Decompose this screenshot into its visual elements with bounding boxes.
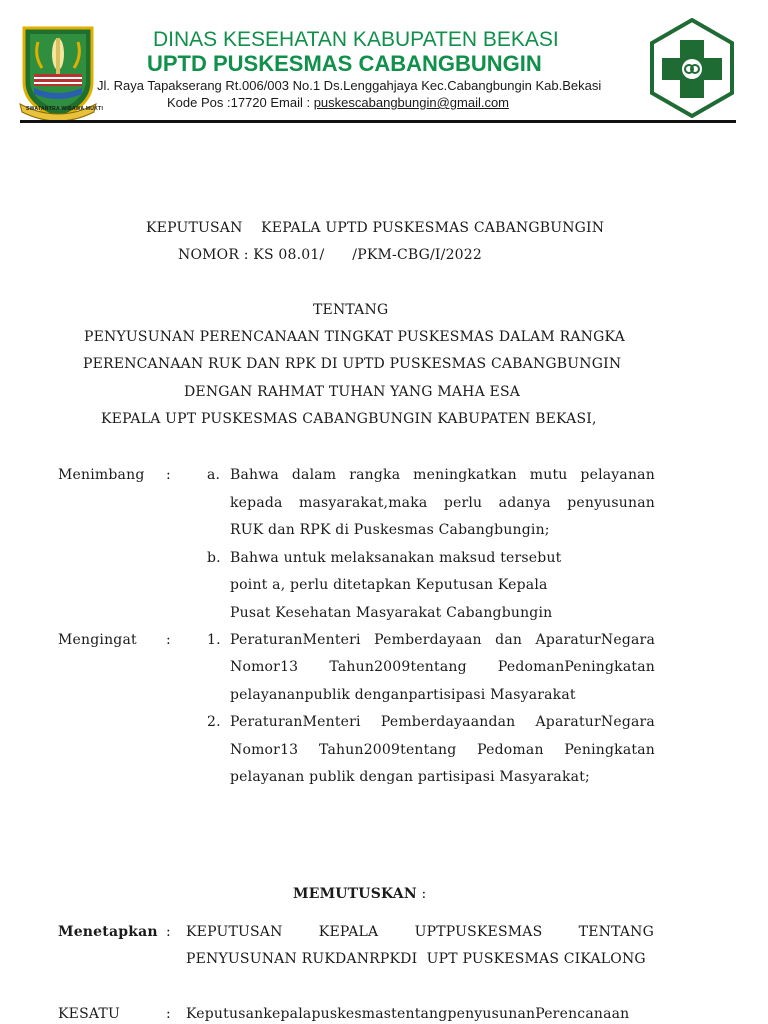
word: adanya [498,495,551,511]
word: KEPUTUSAN [186,924,283,940]
mengingat-1-line-3: pelayananpublik denganpartisipasi Masyarakat [230,687,576,703]
subject-line-2: PERENCANAAN RUK DAN RPK DI UPTD PUSKESMAS CABANGBUNGIN [83,356,622,372]
seal-motto: SWATANTRA WIBAWA MUKTI [26,106,104,112]
menimbang-a-line-3: RUK dan RPK di Puskesmas Cabangbungin; [230,522,550,538]
word: Tahun2009tentang [319,742,457,758]
menimbang-a-line-1 [230,467,655,483]
word: Nomor13 [230,742,299,758]
puskesmas-cross-logo [648,18,736,118]
menimbang-colon: : [166,467,171,483]
mengingat-2-line-1 [230,714,655,730]
address-line: Jl. Raya Tapakserang Rt.006/003 No.1 Ds.Lenggahjaya Kec.Cabangbungin Kab.Bekasi [97,78,602,93]
word: Pemberdayaandan [380,714,516,730]
word: KEPALA [318,924,379,940]
word: Tahun2009tentang [329,659,467,675]
word: dalam [291,467,337,483]
menimbang-b-line-1: Bahwa untuk melaksanakan maksud tersebut [230,550,562,566]
memutuskan-label: MEMUTUSKAN [293,886,417,902]
menetapkan-line-2: PENYUSUNAN RUKDANRPKDI UPT PUSKESMAS CIKALONG [186,951,646,967]
word: TENTANG [578,924,654,940]
agency-name: DINAS KESEHATAN KABUPATEN BEKASI [153,28,559,51]
word: UPTPUSKESMAS [414,924,543,940]
subject-line-1: PENYUSUNAN PERENCANAAN TINGKAT PUSKESMAS DALAM RANGKA [84,329,625,345]
word: pelayanan [580,467,655,483]
email-link[interactable]: puskescabangbungin@gmail.com [313,95,510,110]
mengingat-2-line-2 [230,742,655,758]
word: kepada [230,495,283,511]
word: penyusunan [567,495,655,511]
word: perlu [443,495,483,511]
word: Pedoman [477,742,544,758]
kesatu-colon: : [166,1006,171,1022]
menimbang-label: Menimbang [58,467,145,483]
menimbang-b-line-3: Pusat Kesehatan Masyarakat Cabangbungin [230,605,553,621]
word: PeraturanMenteri [230,714,361,730]
memutuskan-colon: : [416,886,427,902]
word: AparaturNegara [535,632,655,648]
word: Peningkatan [564,742,655,758]
puskesmas-name: UPTD PUSKESMAS CABANGBUNGIN [147,51,542,76]
word: Bahwa [230,467,279,483]
memutuskan-heading [293,886,426,902]
menimbang-b-marker: b. [207,550,221,566]
menimbang-a-marker: a. [207,467,221,483]
kepala-line: KEPALA UPT PUSKESMAS CABANGBUNGIN KABUPATEN BEKASI, [101,411,597,427]
menetapkan-colon: : [166,924,171,940]
menetapkan-label: Menetapkan [58,924,158,940]
word: masyarakat,maka [298,495,428,511]
word: Nomor13 [230,659,299,675]
mengingat-1-line-1 [230,632,655,648]
decree-number: NOMOR : KS 08.01/ /PKM-CBG/I/2022 [178,247,482,263]
mengingat-1-line-2 [230,659,655,675]
mengingat-colon: : [166,632,171,648]
menetapkan-line-1 [186,924,654,940]
kesatu-label: KESATU [58,1006,120,1022]
mengingat-2-marker: 2. [207,714,221,730]
kesatu-text: Keputusankepalapuskesmastentangpenyusunan​Perencanaan [186,1006,630,1022]
tentang-heading: TENTANG [313,302,389,318]
word: mutu [529,467,568,483]
rahmat-line: DENGAN RAHMAT TUHAN YANG MAHA ESA [184,384,521,400]
word: meningkatkan [413,467,517,483]
mengingat-2-line-3: pelayanan publik dengan partisipasi Masyarakat; [230,769,590,785]
decree-title: KEPUTUSAN KEPALA UPTD PUSKESMAS CABANGBUNGIN [146,220,605,236]
word: dan [495,632,523,648]
menimbang-b-line-2: point a, perlu ditetapkan Keputusan Kepala [230,577,548,593]
word: PedomanPeningkatan [497,659,655,675]
word: AparaturNegara [535,714,655,730]
mengingat-1-marker: 1. [207,632,221,648]
contact-line [167,95,509,110]
word: Pemberdayaan [374,632,482,648]
menimbang-a-line-2 [230,495,655,511]
word: PeraturanMenteri [230,632,361,648]
word: rangka [349,467,401,483]
letterhead-rule-thick [20,120,736,123]
mengingat-label: Mengingat [58,632,137,648]
contact-prefix: Kode Pos :17720 Email : [167,95,314,110]
